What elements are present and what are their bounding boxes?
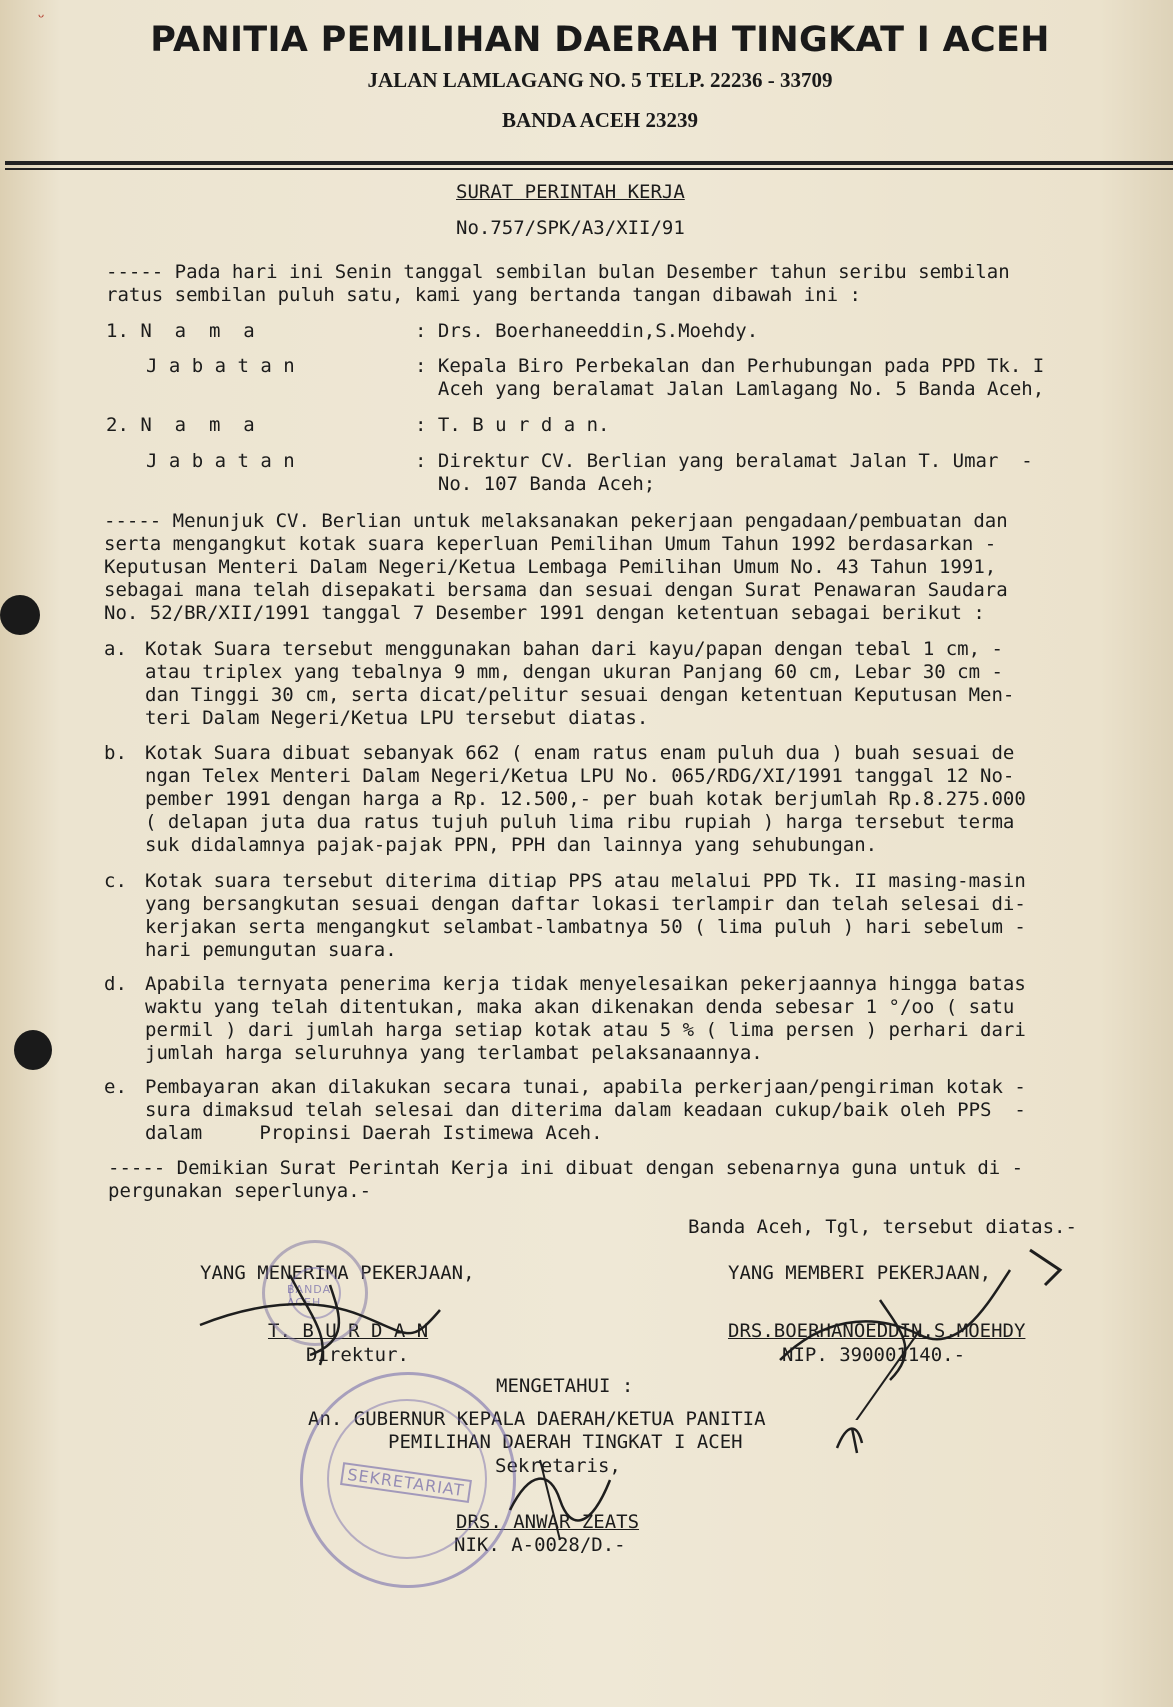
place-date: Banda Aceh, Tgl, tersebut diatas.- — [688, 1216, 1077, 1238]
item-c-line-1: Kotak suara tersebut diterima ditiap PPS atau melalui PPD Tk. II masing-masin — [145, 870, 1026, 892]
closing-line-2: pergunakan seperlunya.- — [108, 1180, 372, 1202]
party-2-job-value: : Direktur CV. Berlian yang beralamat Jalan T. Umar - — [415, 450, 1033, 472]
item-e-line-3: dalam Propinsi Daerah Istimewa Aceh. — [145, 1122, 603, 1144]
item-a-line-4: teri Dalam Negeri/Ketua LPU tersebut diatas. — [145, 707, 649, 729]
right-signature — [760, 1240, 1080, 1420]
punch-hole-top — [0, 595, 40, 635]
right-signatory-nip: NIP. 390001140.- — [782, 1344, 966, 1366]
item-c-line-3: kerjakan serta mengangkut selambat-lambatnya 50 ( lima puluh ) hari sebelum - — [145, 916, 1026, 938]
item-e-line-2: sura dimaksud telah selesai dan diterima dalam keadaan cukup/baik oleh PPS - — [145, 1099, 1026, 1121]
item-d-marker: d. — [104, 973, 127, 995]
letterhead-rule-thick — [5, 161, 1173, 165]
secretariat-stamp-text: SEKRETARIAT — [340, 1462, 472, 1503]
body-line-4: sebagai mana telah disepakati bersama dan sesuai dengan Surat Penawaran Saudara — [104, 579, 1008, 601]
item-d-line-3: permil ) dari jumlah harga setiap kotak atau 5 % ( lima persen ) perhari dari — [145, 1019, 1026, 1041]
acknowledged-heading: MENGETAHUI : — [496, 1375, 634, 1397]
party-1-job-value-2: Aceh yang beralamat Jalan Lamlagang No. 5 Banda Aceh, — [415, 378, 1045, 400]
left-signature — [190, 1255, 450, 1375]
corner-mark: ᵕ — [38, 8, 45, 27]
acknowledged-signature — [500, 1450, 620, 1550]
right-signatory-name: DRS.BOERHANOEDDIN.S.MOEHDY — [728, 1320, 1026, 1342]
party-2-job-label: J a b a t a n — [146, 450, 295, 472]
closing-line-1: ----- Demikian Surat Perintah Kerja ini dibuat dengan sebenarnya guna untuk di - — [108, 1157, 1024, 1179]
item-b-marker: b. — [104, 742, 127, 764]
body-line-1: ----- Menunjuk CV. Berlian untuk melaksanakan pekerjaan pengadaan/pembuatan dan — [104, 510, 1008, 532]
left-sign-heading: YANG MENERIMA PEKERJAAN, — [200, 1262, 475, 1284]
item-b-line-2: ngan Telex Menteri Dalam Negeri/Ketua LPU No. 065/RDG/XI/1991 tanggal 12 No- — [145, 765, 1015, 787]
party-1-job-value: : Kepala Biro Perbekalan dan Perhubungan pada PPD Tk. I — [415, 355, 1045, 377]
party-1-name-label: 1. N a m a — [106, 320, 255, 342]
letterhead-rule-thin — [5, 168, 1173, 170]
acknowledged-line-2: PEMILIHAN DAERAH TINGKAT I ACEH — [388, 1431, 743, 1453]
item-a-line-2: atau triplex yang tebalnya 9 mm, dengan ukuran Panjang 60 cm, Lebar 30 cm - — [145, 661, 1003, 683]
party-2-name-value: : T. B u r d a n. — [415, 414, 610, 436]
item-d-line-2: waktu yang telah ditentukan, maka akan dikenakan denda sebesar 1 °/oo ( satu — [145, 996, 1015, 1018]
left-signatory-title: Direktur. — [306, 1344, 409, 1366]
item-c-marker: c. — [104, 870, 127, 892]
acknowledged-line-3: Sekretaris, — [495, 1455, 621, 1477]
party-2-job-value-2: No. 107 Banda Aceh; — [415, 473, 656, 495]
item-b-line-3: pember 1991 dengan harga a Rp. 12.500,- per buah kotak berjumlah Rp.8.275.000 — [145, 788, 1026, 810]
item-b-line-4: ( delapan juta dua ratus tujuh puluh lima ribu rupiah ) harga tersebut terma — [145, 811, 1015, 833]
document-number: No.757/SPK/A3/XII/91 — [456, 217, 685, 239]
secretariat-stamp — [300, 1372, 516, 1588]
document-title: SURAT PERINTAH KERJA — [456, 181, 685, 203]
letterhead-title: PANITIA PEMILIHAN DAERAH TINGKAT I ACEH — [150, 20, 1050, 60]
acknowledged-name: DRS. ANWAR ZEATS — [456, 1511, 640, 1533]
acknowledged-line-1: An. GUBERNUR KEPALA DAERAH/KETUA PANITIA — [308, 1408, 766, 1430]
letterhead-address: JALAN LAMLAGANG NO. 5 TELP. 22236 - 33709 — [367, 68, 833, 92]
body-line-5: No. 52/BR/XII/1991 tanggal 7 Desember 1991 dengan ketentuan sebagai berikut : — [104, 602, 985, 624]
body-line-3: Keputusan Menteri Dalam Negeri/Ketua Lembaga Pemilihan Umum No. 43 Tahun 1991, — [104, 556, 997, 578]
item-a-line-3: dan Tinggi 30 cm, serta dicat/pelitur sesuai dengan ketentuan Keputusan Men- — [145, 684, 1015, 706]
item-c-line-4: hari pemungutan suara. — [145, 939, 397, 961]
right-sign-heading: YANG MEMBERI PEKERJAAN, — [728, 1262, 992, 1284]
item-a-line-1: Kotak Suara tersebut menggunakan bahan dari kayu/papan dengan tebal 1 cm, - — [145, 638, 1003, 660]
item-d-line-4: jumlah harga seluruhnya yang terlambat pelaksanaannya. — [145, 1042, 763, 1064]
paraf-mark — [832, 1418, 872, 1458]
item-e-marker: e. — [104, 1076, 127, 1098]
item-d-line-1: Apabila ternyata penerima kerja tidak menyelesaikan pekerjaannya hingga batas — [145, 973, 1026, 995]
acknowledged-nik: NIK. A-0028/D.- — [454, 1534, 626, 1556]
left-signatory-name: T. B U R D A N — [268, 1320, 429, 1342]
intro-line-1: ----- Pada hari ini Senin tanggal sembilan bulan Desember tahun seribu sembilan — [106, 261, 1010, 283]
item-b-line-1: Kotak Suara dibuat sebanyak 662 ( enam ratus enam puluh dua ) buah sesuai de — [145, 742, 1015, 764]
party-1-job-label: J a b a t a n — [146, 355, 295, 377]
letterhead-city: BANDA ACEH 23239 — [501, 108, 699, 132]
company-stamp-text: BANDA ACEH — [287, 1283, 332, 1309]
item-a-marker: a. — [104, 638, 127, 660]
item-c-line-2: yang bersangkutan sesuai dengan daftar lokasi terlampir dan telah selesai di- — [145, 893, 1026, 915]
punch-hole-bottom — [14, 1030, 52, 1070]
intro-line-2: ratus sembilan puluh satu, kami yang bertanda tangan dibawah ini : — [106, 284, 861, 306]
item-e-line-1: Pembayaran akan dilakukan secara tunai, apabila perkerjaan/pengiriman kotak - — [145, 1076, 1026, 1098]
party-2-name-label: 2. N a m a — [106, 414, 255, 436]
body-line-2: serta mengangkut kotak suara keperluan Pemilihan Umum Tahun 1992 berdasarkan - — [104, 533, 997, 555]
item-b-line-5: suk didalamnya pajak-pajak PPN, PPH dan lainnya yang sehubungan. — [145, 834, 878, 856]
party-1-name-value: : Drs. Boerhaneeddin,S.Moehdy. — [415, 320, 759, 342]
